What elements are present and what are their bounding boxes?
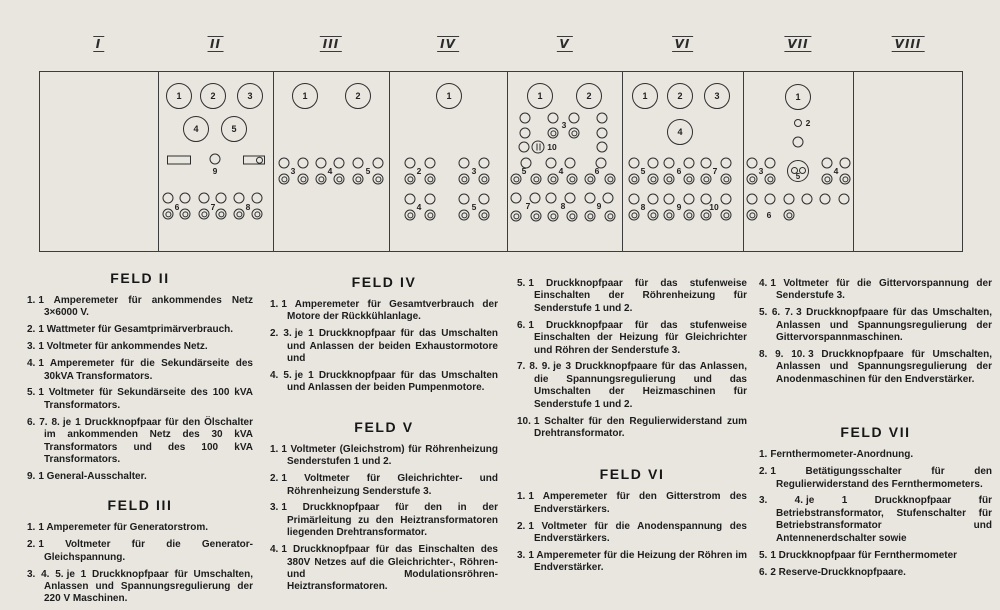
pushbutton-circle	[648, 158, 659, 169]
indicator-lamp-circle	[180, 209, 191, 220]
list-item	[759, 278, 992, 303]
item-number: 4.	[270, 544, 279, 556]
list-item	[270, 502, 498, 539]
item-text: 3 Druckknopfpaare für Umschalten, Anlassen und Spannungsregulierung der Anodenmaschinen für den Endverstärker.	[776, 349, 992, 385]
list-item	[759, 550, 992, 562]
field-section	[759, 424, 992, 579]
item-number: 2.	[27, 539, 36, 551]
element-number-label: 9	[212, 165, 218, 176]
element-number-label: 7	[712, 165, 718, 176]
indicator-lamp-circle	[664, 210, 675, 221]
item-number: 1.	[517, 491, 526, 503]
item-number: 1.	[270, 299, 279, 310]
item-text: 1 Schalter für den Regulierwiderstand zum Drehtransformator.	[533, 415, 747, 439]
panel-schematic-box	[39, 71, 963, 252]
item-number: 2.	[270, 473, 279, 485]
meter-circle: 3	[704, 83, 730, 109]
indicator-lamp-circle	[629, 174, 640, 185]
indicator-lamp-circle	[405, 210, 416, 221]
item-text: 1 Druckknopfpaar für das stufenweise Einschalten der Heizung für Gleichrichter und Röhren der Senderstufe 3.	[528, 319, 747, 356]
indicator-lamp-circle	[701, 174, 712, 185]
indicator-lamp-circle	[567, 211, 578, 222]
indicator-lamp-circle	[629, 210, 640, 221]
item-text: je 1 Druckknopfpaar für Betriebstransformator, Stufenschalter für Betriebstransformator und Antennenerdschalter sowie	[776, 495, 992, 544]
list-item	[270, 444, 498, 469]
panel-numeral: VI	[672, 36, 694, 52]
indicator-lamp-circle	[425, 210, 436, 221]
list-item	[27, 417, 253, 467]
list-item	[759, 307, 992, 344]
panel-numeral: I	[93, 36, 104, 52]
item-number: 1.	[759, 449, 768, 461]
list-item	[270, 370, 498, 395]
pushbutton-circle	[794, 119, 802, 127]
element-number-label: 4	[833, 165, 839, 176]
indicator-lamp-circle	[334, 174, 345, 185]
panel-divider	[273, 72, 274, 251]
item-number: 2.	[759, 466, 768, 478]
field-header: FELD V	[354, 418, 414, 435]
pushbutton-circle	[216, 193, 227, 204]
item-number: 3. 4.	[759, 495, 804, 507]
pushbutton-circle	[565, 193, 576, 204]
item-number: 3.	[517, 550, 526, 561]
pushbutton-circle	[520, 113, 531, 124]
item-text: 1 General-Ausschalter.	[38, 470, 147, 482]
meter-circle: 1	[292, 83, 318, 109]
pushbutton-circle	[664, 194, 675, 205]
field-section	[517, 466, 747, 574]
item-text: 1 Voltmeter für Gleichrichter- und Röhrenheizung Senderstufe 3.	[281, 473, 498, 497]
list-item	[759, 466, 992, 491]
element-number-label: 4	[416, 201, 422, 212]
meter-circle: 4	[667, 119, 693, 145]
meter-circle: 4	[183, 116, 209, 142]
indicator-lamp-circle	[531, 211, 542, 222]
indicator-lamp-circle	[425, 174, 436, 185]
element-number-label: 6	[766, 209, 772, 220]
panel-divider	[853, 72, 854, 251]
item-text: 1 Amperemeter für Generatorstrom.	[38, 522, 209, 534]
meter-circle: 1	[632, 83, 658, 109]
element-number-label: 3	[561, 119, 567, 130]
item-text: je 1 Druckknopfpaar für den Ölschalter im ankommenden Netz des 30 kVA Transformators und des 100 kVA Transformators.	[44, 416, 253, 465]
indicator-lamp-circle	[373, 174, 384, 185]
meter-circle: 3	[237, 83, 263, 109]
list-item	[759, 567, 992, 579]
item-text: je 3 Druckknopfpaare für das Anlassen, die Spannungsregulierung und das Umschalten der Heizmaschinen für Senderstufe 1 und 2.	[534, 361, 747, 410]
item-text: 1 Amperemeter für ankommendes Netz 3×6000 V.	[38, 295, 253, 319]
item-number: 1.	[270, 443, 279, 455]
item-number: 5.	[27, 387, 36, 399]
meter-circle: 1	[527, 83, 553, 109]
item-text: 1 Druckknopfpaar für das stufenweise Einschalten der Röhrenheizung für Senderstufe 1 und 2.	[528, 278, 747, 314]
indicator-lamp-circle	[585, 174, 596, 185]
panel-divider	[622, 72, 623, 251]
field-section	[270, 274, 498, 395]
item-number: 6.	[517, 319, 526, 331]
item-text: 1 Betätigungsschalter für den Regulierwiderstand des Fernthermometers.	[770, 466, 992, 490]
list-item	[270, 544, 498, 594]
list-item	[517, 320, 747, 357]
indicator-lamp-circle	[316, 174, 327, 185]
element-number-label: 8	[560, 200, 566, 211]
indicator-lamp-circle	[747, 210, 758, 221]
element-number-label: 3	[758, 165, 764, 176]
pushbutton-circle	[334, 158, 345, 169]
pushbutton-circle	[234, 193, 245, 204]
pushbutton-circle	[425, 158, 436, 169]
list-item	[517, 361, 747, 411]
item-text: 1 Druckknopfpaar für das Einschalten des 380V Netzes auf die Gleichrichter-, Röhren- und Modulationsröhren-Heiztransformatoren.	[281, 544, 498, 593]
pushbutton-circle	[765, 194, 776, 205]
item-number: 6. 7. 8.	[27, 416, 60, 428]
indicator-lamp-circle	[747, 174, 758, 185]
pushbutton-circle	[603, 193, 614, 204]
list-item	[759, 349, 992, 386]
panel-schematic	[39, 30, 963, 255]
meter-circle: 2	[576, 83, 602, 109]
pushbutton-circle	[784, 194, 795, 205]
pushbutton-circle	[425, 194, 436, 205]
element-number-label: 5	[521, 165, 527, 176]
list-item	[27, 295, 253, 320]
item-number: 2.	[517, 520, 526, 532]
pushbutton-circle	[765, 158, 776, 169]
indicator-lamp-circle	[721, 174, 732, 185]
indicator-lamp-circle	[548, 174, 559, 185]
pushbutton-circle	[519, 142, 530, 153]
indicator-lamp-circle	[252, 209, 263, 220]
pushbutton-circle	[793, 137, 804, 148]
pushbutton-circle	[747, 158, 758, 169]
meter-circle: 1	[436, 83, 462, 109]
item-text: 1 Druckknopfpaar für den in der Primärleitung zu den Heiztransformatoren liegenden Drehtransformator.	[281, 502, 498, 539]
pushbutton-circle	[648, 194, 659, 205]
indicator-lamp-circle	[784, 210, 795, 221]
item-number: 3. 4. 5.	[27, 568, 64, 580]
pushbutton-circle	[530, 193, 541, 204]
item-number: 4. 5.	[270, 370, 292, 382]
list-item	[517, 416, 747, 441]
pushbutton-circle	[316, 158, 327, 169]
indicator-lamp-circle	[701, 210, 712, 221]
item-text: 1 Wattmeter für Gesamtprimärverbrauch.	[38, 324, 234, 336]
item-text: je 1 Druckknopfpaar für das Umschalten und Anlassen der beiden Pumpenmotore.	[287, 370, 498, 394]
pushbutton-circle	[298, 158, 309, 169]
panel-divider	[743, 72, 744, 251]
item-number: 5.	[517, 278, 526, 289]
panel-numeral: VIII	[892, 36, 925, 52]
pushbutton-circle	[565, 158, 576, 169]
indicator-lamp-circle	[234, 209, 245, 220]
panel-numeral: V	[556, 36, 572, 52]
pushbutton-circle	[353, 158, 364, 169]
item-number: 5.	[759, 549, 768, 561]
field-section	[759, 278, 992, 386]
indicator-lamp-circle	[605, 174, 616, 185]
pushbutton-circle	[252, 193, 263, 204]
list-item	[27, 471, 253, 483]
list-item	[27, 539, 253, 564]
switch-circle-with-bars	[532, 141, 545, 154]
indicator-lamp-circle	[840, 174, 851, 185]
list-item	[517, 278, 747, 315]
meter-circle: 5	[221, 116, 247, 142]
list-item	[27, 522, 253, 534]
indicator-lamp-circle	[585, 211, 596, 222]
meter-circle: 1	[166, 83, 192, 109]
panel-numeral: III	[320, 36, 342, 52]
indicator-lamp-circle	[548, 128, 559, 139]
indicator-lamp-circle	[479, 210, 490, 221]
element-number-label: 4	[327, 165, 333, 176]
item-text: 1 Voltmeter für ankommendes Netz.	[38, 341, 208, 353]
pushbutton-circle	[629, 194, 640, 205]
item-number: 4.	[759, 278, 768, 289]
indicator-lamp-circle	[479, 174, 490, 185]
element-number-label: 7	[525, 200, 531, 211]
list-item	[517, 491, 747, 516]
list-item	[27, 358, 253, 383]
list-item	[270, 473, 498, 498]
legend-column-4	[759, 270, 992, 583]
element-number-label: 3	[471, 165, 477, 176]
pushbutton-circle	[747, 194, 758, 205]
indicator-lamp-circle	[163, 209, 174, 220]
panel-numeral: IV	[437, 36, 459, 52]
item-text: 1 Voltmeter für die Gittervorspannung der Senderstufe 3.	[770, 278, 992, 302]
list-item	[759, 495, 992, 545]
item-number: 3.	[270, 502, 279, 514]
item-number: 9.	[27, 470, 36, 482]
legend-column-3	[517, 270, 747, 579]
element-number-label: 5	[795, 171, 801, 181]
item-text: 1 Druckknopfpaar für Fernthermometer	[770, 549, 958, 561]
item-text: je 1 Druckknopfpaar für Umschalten, Anlassen und Spannungsregulierung der 220 V Maschinen.	[44, 568, 254, 605]
element-number-label: 8	[640, 201, 646, 212]
pushbutton-circle	[840, 158, 851, 169]
item-text: 1 Voltmeter für die Anodenspannung des Endverstärkers.	[528, 520, 747, 545]
pushbutton-circle	[684, 194, 695, 205]
pushbutton-circle	[459, 194, 470, 205]
list-item	[270, 328, 498, 365]
indicator-lamp-circle	[822, 174, 833, 185]
field-header: FELD II	[110, 270, 170, 286]
item-number: 7. 8. 9.	[517, 361, 551, 373]
indicator-lamp-circle	[648, 210, 659, 221]
element-number-label: 2	[805, 117, 811, 128]
pushbutton-circle	[163, 193, 174, 204]
pushbutton-circle	[548, 113, 559, 124]
pushbutton-circle	[405, 194, 416, 205]
item-text: je 1 Druckknopfpaar für das Umschalten und Anlassen der beiden Exhaustormotore und	[287, 328, 498, 365]
meter-circle: 2	[345, 83, 371, 109]
pushbutton-circle	[629, 158, 640, 169]
item-number: 8. 9. 10.	[759, 349, 806, 361]
pushbutton-circle	[585, 193, 596, 204]
field-header: FELD IV	[351, 274, 417, 290]
item-text: 1 Voltmeter für die Generator-Gleichspannung.	[38, 539, 253, 563]
pushbutton-circle	[210, 154, 221, 165]
field-section	[27, 270, 253, 483]
element-number-label: 2	[416, 165, 422, 176]
item-number: 1.	[27, 295, 36, 306]
legend-column-1	[27, 270, 253, 610]
item-number: 3.	[27, 341, 36, 353]
indicator-lamp-circle	[548, 211, 559, 222]
element-number-label: 7	[210, 201, 216, 212]
item-number: 6.	[759, 566, 768, 578]
pushbutton-circle	[479, 158, 490, 169]
item-text: Fernthermometer-Anordnung.	[770, 449, 914, 461]
item-number: 5. 6. 7.	[759, 307, 794, 319]
element-number-label: 6	[676, 165, 682, 176]
element-number-label: 6	[594, 165, 600, 176]
pushbutton-circle	[597, 142, 608, 153]
indicator-lamp-circle	[605, 211, 616, 222]
pushbutton-circle	[701, 158, 712, 169]
indicator-lamp-circle	[721, 210, 732, 221]
item-number: 1.	[27, 522, 36, 534]
pushbutton-circle	[822, 158, 833, 169]
list-item	[270, 299, 498, 324]
indicator-lamp-circle	[199, 209, 210, 220]
indicator-lamp-circle	[298, 174, 309, 185]
indicator-lamp-circle	[664, 174, 675, 185]
indicator-lamp-circle	[648, 174, 659, 185]
pushbutton-circle	[511, 193, 522, 204]
panel-divider	[507, 72, 508, 251]
indicator-lamp-circle	[569, 128, 580, 139]
pushbutton-circle	[820, 194, 831, 205]
meter-circle: 2	[200, 83, 226, 109]
indicator-lamp-circle	[459, 174, 470, 185]
indicator-lamp-circle	[279, 174, 290, 185]
item-text: 3 Druckknopfpaare für das Umschalten, Anlassen und Spannungsregulierung der Gittervorspannmaschinen.	[776, 307, 993, 344]
element-number-label: 6	[174, 201, 180, 212]
pushbutton-circle	[199, 193, 210, 204]
element-number-label: 8	[245, 201, 251, 212]
pushbutton-circle	[721, 194, 732, 205]
field-header: FELD III	[107, 497, 173, 514]
list-item	[27, 569, 253, 606]
indicator-lamp-circle	[684, 174, 695, 185]
pushbutton-circle	[546, 158, 557, 169]
pushbutton-circle	[459, 158, 470, 169]
element-number-label: 9	[596, 200, 602, 211]
legend-column-2	[270, 270, 498, 598]
list-item	[27, 387, 253, 412]
thermometer-dial-circle	[787, 160, 809, 182]
pushbutton-circle	[373, 158, 384, 169]
pushbutton-circle	[684, 158, 695, 169]
list-item	[759, 449, 992, 461]
indicator-lamp-circle	[511, 174, 522, 185]
item-number: 4.	[27, 358, 36, 370]
pushbutton-circle	[664, 158, 675, 169]
indicator-lamp-circle	[567, 174, 578, 185]
element-number-label: 9	[676, 201, 682, 212]
item-text: 1 Amperemeter für Gesamtverbrauch der Motore der Rückkühlanlage.	[281, 299, 498, 323]
pushbutton-circle	[180, 193, 191, 204]
indicator-lamp-circle	[511, 211, 522, 222]
item-number: 2.	[27, 324, 36, 336]
pushbutton-circle	[479, 194, 490, 205]
pushbutton-circle	[597, 128, 608, 139]
item-text: 1 Amperemeter für den Gitterstrom des Endverstärkers.	[528, 491, 747, 515]
pushbutton-circle	[546, 193, 557, 204]
element-number-label: 5	[640, 165, 646, 176]
indicator-lamp-circle	[765, 174, 776, 185]
field-header: FELD VI	[599, 466, 665, 483]
item-text: 1 Amperemeter für die Sekundärseite des 30kVA Transformators.	[38, 358, 253, 382]
indicator-lamp-circle	[684, 210, 695, 221]
field-header: FELD VII	[840, 424, 911, 441]
item-text: 2 Reserve-Druckknopfpaare.	[770, 566, 906, 578]
meter-circle: 2	[667, 83, 693, 109]
pushbutton-circle	[802, 194, 813, 205]
element-number-label: 3	[290, 165, 296, 176]
indicator-lamp-circle	[531, 174, 542, 185]
element-number-label: 10	[547, 141, 557, 152]
indicator-lamp-circle	[353, 174, 364, 185]
pushbutton-circle	[279, 158, 290, 169]
pushbutton-circle	[520, 128, 531, 139]
pushbutton-circle	[405, 158, 416, 169]
indicator-lamp-circle	[216, 209, 227, 220]
pushbutton-circle	[721, 158, 732, 169]
indicator-lamp-circle	[405, 174, 416, 185]
pushbutton-circle	[597, 113, 608, 124]
item-number: 10.	[517, 415, 531, 427]
pushbutton-circle	[569, 113, 580, 124]
field-section	[270, 419, 498, 594]
list-item	[517, 521, 747, 546]
item-text: 1 Voltmeter (Gleichstrom) für Röhrenheizung Senderstufen 1 und 2.	[281, 443, 498, 468]
panel-numeral: II	[207, 36, 224, 52]
element-number-label: 5	[365, 165, 371, 176]
meter-circle: 1	[785, 84, 811, 110]
field-section	[27, 497, 253, 605]
panel-divider	[389, 72, 390, 251]
field-section	[517, 278, 747, 440]
item-text: 1 Voltmeter für Sekundärseite des 100 kVA Transformators.	[38, 387, 253, 411]
element-number-label: 4	[558, 165, 564, 176]
list-item	[27, 324, 253, 336]
item-number: 2. 3.	[270, 328, 292, 340]
element-number-label: 5	[471, 201, 477, 212]
list-item	[517, 550, 747, 575]
list-item	[27, 341, 253, 353]
pushbutton-circle	[839, 194, 850, 205]
panel-numeral: VII	[784, 36, 811, 52]
indicator-lamp-circle	[459, 210, 470, 221]
switch-rectangle	[167, 156, 191, 165]
element-number-label: 10	[709, 201, 719, 212]
item-text: 1 Amperemeter für die Heizung der Röhren im Endverstärker.	[528, 550, 747, 574]
switch-rectangle-with-knob	[243, 156, 265, 165]
panel-divider	[158, 72, 159, 251]
